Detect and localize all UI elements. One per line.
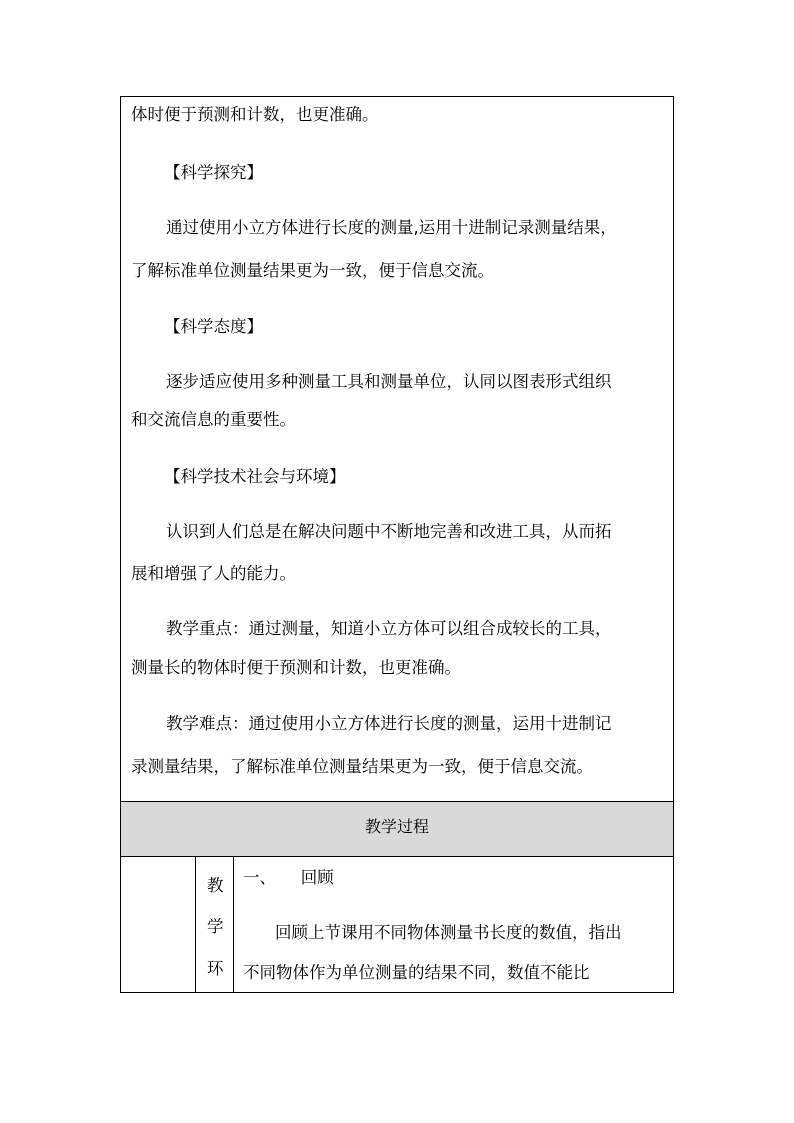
text-line: 体时便于预测和计数，也更准确。 — [131, 105, 379, 124]
step-title: 一、 回顾 — [243, 868, 334, 887]
key-points-line: 教学重点：通过测量，知道小立方体可以组合成较长的工具， — [166, 619, 612, 638]
teaching-process-header: 教学过程 — [121, 801, 673, 857]
difficulty-line: 录测量结果，了解标准单位测量结果更为一致，便于信息交流。 — [131, 757, 593, 776]
section-heading-society: 【科学技术社会与环境】 — [164, 467, 346, 486]
step-text-line: 回顾上节课用不同物体测量书长度的数值，指出 — [275, 923, 622, 942]
stage-label-char: 环 — [207, 959, 224, 978]
text-line: 认识到人们总是在解决问题中不断地完善和改进工具，从而拓 — [166, 522, 612, 541]
text-line: 通过使用小立方体进行长度的测量,运用十进制记录测量结果， — [166, 218, 617, 237]
key-points-line: 测量长的物体时便于预测和计数，也更准确。 — [131, 658, 461, 677]
stage-label-char: 教 — [207, 876, 224, 895]
difficulty-line: 教学难点：通过使用小立方体进行长度的测量，运用十进制记 — [166, 714, 612, 733]
section-heading-inquiry: 【科学探究】 — [164, 163, 263, 182]
stage-label-char: 学 — [207, 917, 224, 936]
objectives-cell — [121, 97, 673, 801]
step-text-line: 不同物体作为单位测量的结果不同，数值不能比 — [243, 963, 590, 982]
text-line: 展和增强了人的能力。 — [131, 564, 296, 583]
lesson-plan-table — [120, 96, 674, 993]
section-heading-attitude: 【科学态度】 — [164, 317, 263, 336]
text-line: 逐步适应使用多种测量工具和测量单位，认同以图表形式组织 — [166, 372, 612, 391]
text-line: 了解标准单位测量结果更为一致，便于信息交流。 — [131, 261, 494, 280]
text-line: 和交流信息的重要性。 — [131, 410, 296, 429]
column-divider — [195, 857, 196, 992]
column-divider — [233, 857, 234, 992]
